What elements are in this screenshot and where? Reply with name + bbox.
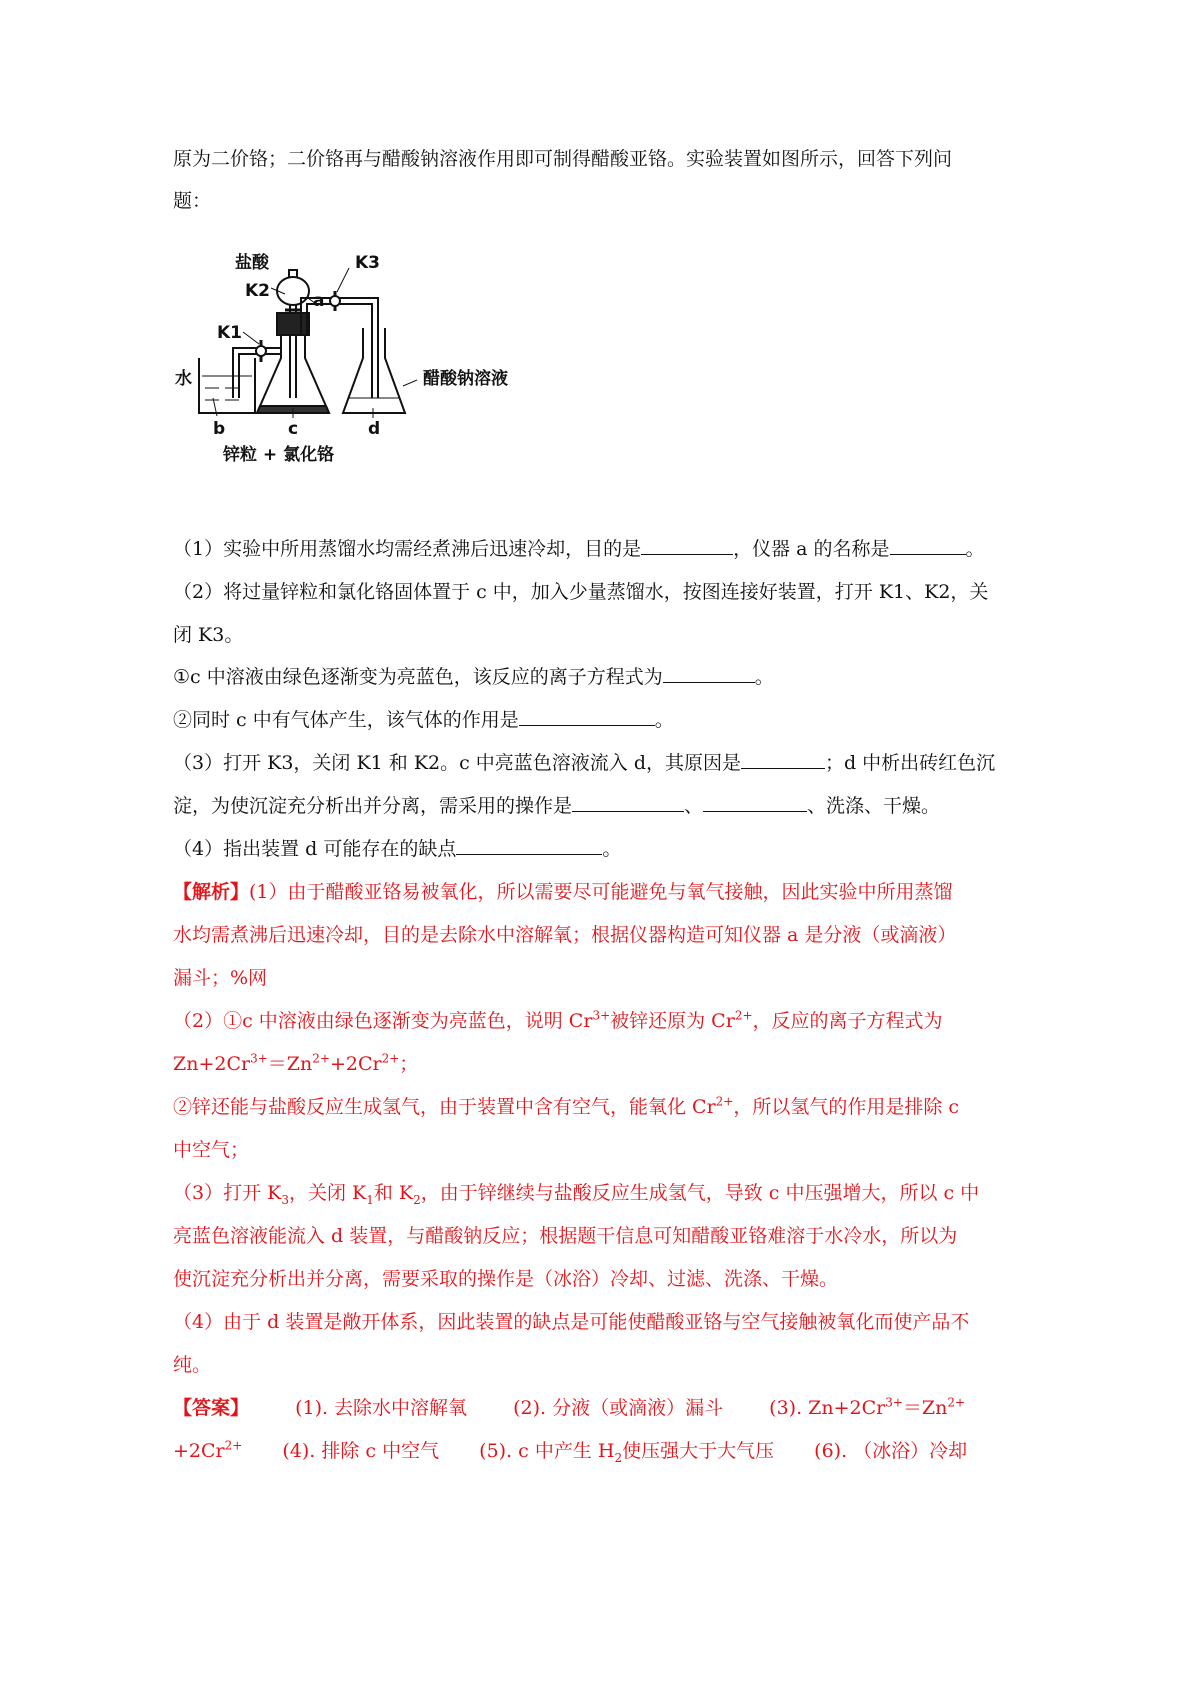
analysis-p2-line-1: （2）①c 中溶液由绿色逐渐变为亮蓝色，说明 $Cr^{3+}$被锌还原为 $Cr^{2+}$，反应的离子方程式为	[173, 1008, 943, 1032]
question-4: （4）指出装置 d 可能存在的缺点 。	[173, 838, 622, 860]
label-naac: 醋酸钠溶液	[423, 369, 508, 389]
question-2-line-2: 闭 K3。	[173, 624, 244, 646]
analysis-p5-line-1: （4）由于 d 装置是敞开体系，因此装置的缺点是可能使醋酸亚铬与空气接触被氧化而使产品不	[173, 1311, 970, 1333]
analysis-p2-equation: $Zn+2Cr^{3+}=Zn^{2+}+2Cr^{2+}$；	[173, 1051, 419, 1075]
question-3-line-1: （3）打开 K3，关闭 K1 和 K2。c 中亮蓝色溶液流入 d，其原因是 ；d 中析出砖红色沉	[173, 752, 996, 774]
label-b: b	[213, 419, 226, 439]
apparatus-figure	[173, 248, 573, 510]
question-2-2: ②同时 c 中有气体产生，该气体的作用是 。	[173, 709, 674, 731]
intro-line-1: 原为二价铬；二价铬再与醋酸钠溶液作用即可制得醋酸亚铬。实验装置如图所示，回答下列问	[173, 148, 953, 170]
label-k1: K1	[217, 323, 243, 343]
analysis-p1-line-1: 【解析】(1）由于醋酸亚铬易被氧化，所以需要尽可能避免与氧气接触，因此实验中所用蒸馏	[173, 881, 953, 903]
analysis-p3-line-2: 中空气；	[173, 1139, 250, 1161]
analysis-p5-line-2: 纯。	[173, 1354, 212, 1376]
answer-tag: 【答案】	[173, 1397, 250, 1419]
question-2-1: ①c 中溶液由绿色逐渐变为亮蓝色，该反应的离子方程式为 。	[173, 666, 774, 688]
analysis-p4-line-1: （3）打开 $K_3$，关闭 $K_1$和 $K_2$，由于锌继续与盐酸反应生成氢气，导致 c 中压强增大，所以 c 中	[173, 1182, 980, 1207]
question-1: （1）实验中所用蒸馏水均需经煮沸后迅速冷却，目的是 ，仪器 a 的名称是 。	[173, 538, 985, 560]
label-d: d	[368, 419, 381, 439]
analysis-p4-line-2: 亮蓝色溶液能流入 d 装置，与醋酸钠反应；根据题干信息可知醋酸亚铬难溶于水冷水，所以为	[173, 1225, 958, 1247]
label-zn: 锌粒 + 氯化铬	[223, 445, 335, 465]
answer-line-2: $+2Cr^{2+}$ (4). 排除 c 中空气 (5). c 中产生 $H_2$使压强大于大气压 (6). （冰浴）冷却	[173, 1438, 968, 1465]
analysis-tag: 【解析】	[173, 881, 250, 903]
question-2-line-1: （2）将过量锌粒和氯化铬固体置于 c 中，加入少量蒸馏水，按图连接好装置，打开 K1、K2，关	[173, 581, 989, 603]
analysis-p1-line-2: 水均需煮沸后迅速冷却，目的是去除水中溶解氧；根据仪器构造可知仪器 a 是分液（或滴液）	[173, 924, 957, 946]
label-hcl: 盐酸	[235, 253, 269, 273]
analysis-p4-line-3: 使沉淀充分析出并分离，需要采取的操作是（冰浴）冷却、过滤、洗涤、干燥。	[173, 1268, 839, 1290]
label-k2: K2	[245, 281, 271, 301]
intro-line-2: 题：	[173, 190, 212, 212]
analysis-p1-line-3: 漏斗；%网	[173, 967, 268, 989]
analysis-p3-line-1: ②锌还能与盐酸反应生成氢气，由于装置中含有空气，能氧化 $Cr^{2+}$，所以氢气的作用是排除 c	[173, 1094, 960, 1118]
label-a: a	[313, 291, 325, 311]
label-water: 水	[175, 369, 192, 389]
label-k3: K3	[355, 253, 381, 273]
question-3-line-2: 淀，为使沉淀充分析出并分离，需采用的操作是 、 、洗涤、干燥。	[173, 795, 941, 817]
answer-line-1: 【答案】 (1). 去除水中溶解氧 (2). 分液（或滴液）漏斗 (3). $Zn+2Cr^{3+}=Zn^{2+}$	[173, 1395, 966, 1419]
label-c: c	[288, 419, 299, 439]
